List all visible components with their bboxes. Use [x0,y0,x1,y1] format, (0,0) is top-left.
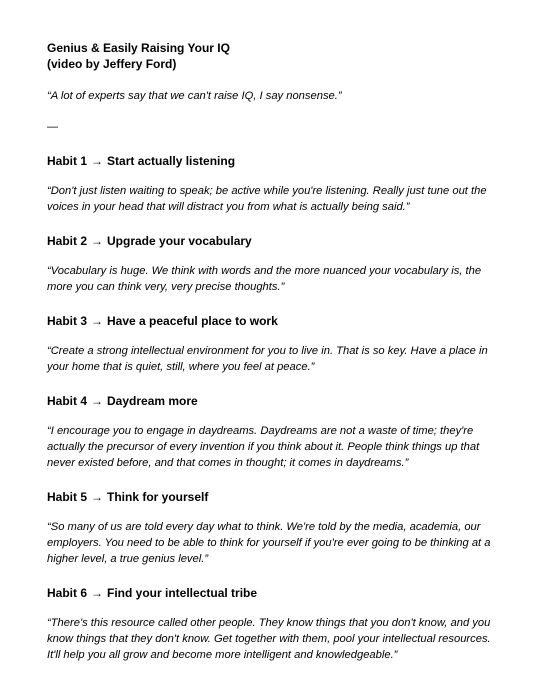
arrow-right-icon: → [91,394,104,408]
arrow-right-icon: → [91,490,104,504]
habit-heading [47,153,494,169]
habit-section [47,153,494,215]
habit-title: Start actually listening [107,154,236,168]
habit-heading [47,585,494,601]
arrow-right-icon: → [91,586,104,600]
habit-quote: “Vocabulary is huge. We think with words and the more nuanced your vocabulary is, the more you can think very, very precise thoughts.” [47,265,482,293]
habit-quote: “Create a strong intellectual environment for you to live in. That is so key. Have a place in your home that is quiet, still, where you feel at peace.” [47,345,488,373]
arrow-right-icon: → [91,154,104,168]
habit-section [47,393,494,471]
habit-quote: “So many of us are told every day what to think. We're told by the media, academia, our employers. You need to be able to think for yourself if you're ever going to be thinking at a higher level, a true genius level.” [47,521,491,565]
document-header [47,40,494,72]
intro-quote: “A lot of experts say that we can't raise IQ, I say nonsense.” [47,90,342,102]
arrow-right-icon: → [91,234,104,248]
habit-heading [47,313,494,329]
habit-label: Habit 5 [47,490,88,504]
habit-section [47,313,494,375]
habit-label: Habit 3 [47,314,88,328]
habit-heading [47,489,494,505]
habit-label: Habit 4 [47,394,88,408]
document-subtitle: (video by Jeffery Ford) [47,57,177,71]
habit-heading [47,393,494,409]
arrow-right-icon: → [91,314,104,328]
habit-title: Find your intellectual tribe [107,586,258,600]
habit-title: Think for yourself [107,490,209,504]
habit-label: Habit 1 [47,154,88,168]
habit-quote: “Don't just listen waiting to speak; be active while you're listening. Really just tune out the voices in your head that will distract you from what is actually being said.” [47,185,487,213]
habit-title: Have a peaceful place to work [107,314,278,328]
document-title: Genius & Easily Raising Your IQ [47,41,230,55]
habit-section [47,489,494,567]
habit-section [47,585,494,663]
section-divider: — [47,121,58,133]
habit-heading [47,233,494,249]
habit-quote: “I encourage you to engage in daydreams. Daydreams are not a waste of time; they're actually the precursor of every invention if you think about it. People think things up that never existed before, and that comes in thought; it comes in daydreams.” [47,425,480,469]
habit-title: Daydream more [107,394,198,408]
habit-title: Upgrade your vocabulary [107,234,252,248]
habit-label: Habit 6 [47,586,88,600]
habit-quote: “There's this resource called other people. They know things that you don't know, and you know things that they don't know. Get together with them, pool your intellectual resources. It'll help you all grow and become more intelligent and knowledgeable.” [47,617,491,661]
habit-section [47,233,494,295]
habit-label: Habit 2 [47,234,88,248]
